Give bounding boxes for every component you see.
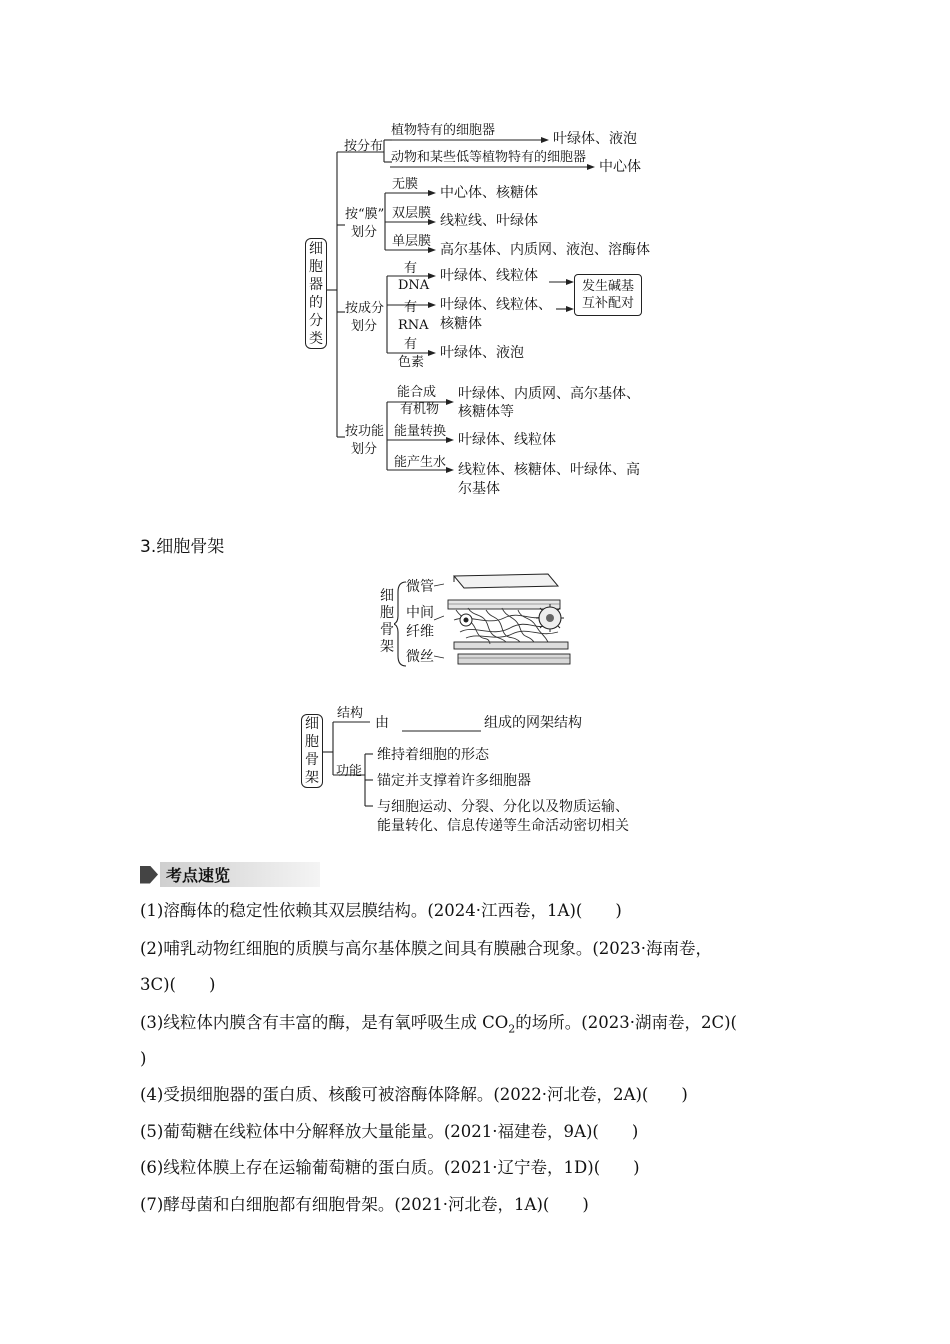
- cytoskeleton-root-box: [301, 714, 323, 788]
- function-item-3: 与细胞运动、分裂、分化以及物质运输、: [377, 799, 629, 815]
- energy-result: 叶绿体、线粒体: [458, 432, 556, 448]
- root-char: 胞: [309, 258, 323, 275]
- figure-side-char: 细: [380, 588, 394, 604]
- root-char: 骨: [305, 752, 319, 768]
- figure-side-char: 胞: [380, 605, 394, 621]
- question-item: (7)酵母菌和白细胞都有细胞骨架。(2021·河北卷，1A)( ): [140, 1195, 589, 1214]
- membrane-label-2: 划分: [351, 225, 378, 240]
- figure-side-char: 架: [380, 639, 394, 655]
- microfilament-label: 微丝: [406, 649, 434, 665]
- plant-only-label: 植物特有的细胞器: [391, 123, 496, 138]
- composition-label-2: 划分: [351, 319, 378, 334]
- root-char: 分: [309, 312, 323, 329]
- root-char: 的: [309, 294, 323, 311]
- double-membrane-result: 线粒线、叶绿体: [440, 213, 538, 229]
- function-label: 按功能: [345, 424, 385, 439]
- question-item-continued: ): [140, 1049, 147, 1068]
- water-label: 能产生水: [394, 455, 447, 470]
- root-char: 细: [309, 240, 323, 257]
- function-item-2: 锚定并支撑着许多细胞器: [377, 773, 531, 789]
- question3-subscript: 2: [508, 1022, 516, 1036]
- root-char: 细: [305, 716, 319, 732]
- intermediate-filament-label-2: 纤维: [406, 624, 434, 640]
- dna-label-bottom: DNA: [398, 278, 430, 293]
- animal-lower-result: 中心体: [599, 159, 641, 175]
- cytoskeleton-section-title: 3.细胞骨架: [140, 537, 225, 557]
- energy-label: 能量转换: [394, 424, 447, 439]
- root-char: 类: [309, 330, 323, 347]
- structure-blank: [402, 716, 481, 731]
- no-membrane-label: 无膜: [392, 177, 419, 192]
- root-char: 胞: [305, 734, 319, 750]
- question-item: (1)溶酶体的稳定性依赖其双层膜结构。(2024·江西卷，1A)( ): [140, 901, 622, 920]
- pigment-result: 叶绿体、液泡: [440, 345, 524, 361]
- microtubule-label: 微管: [406, 579, 434, 595]
- question-item: (6)线粒体膜上存在运输葡萄糖的蛋白质。(2021·辽宁卷，1D)( ): [140, 1158, 640, 1177]
- pigment-label-top: 有: [404, 337, 418, 352]
- single-membrane-label: 单层膜: [392, 234, 432, 249]
- root-char: 器: [309, 276, 323, 293]
- question-item: (2)哺乳动物红细胞的质膜与高尔基体膜之间具有膜融合现象。(2023·海南卷，: [140, 939, 713, 958]
- organic-result: 叶绿体、内质网、高尔基体、: [458, 386, 640, 402]
- membrane-label: 按“膜”: [345, 207, 385, 222]
- base-pairing-line1: 发生碱基: [581, 279, 634, 294]
- rna-label-bottom: RNA: [398, 318, 429, 333]
- section-header-title: 考点速览: [160, 862, 320, 887]
- distribution-label: 按分布: [344, 139, 384, 154]
- organic-label-top: 能合成: [397, 385, 437, 400]
- composition-label: 按成分: [345, 301, 385, 316]
- pigment-label-bottom: 色素: [398, 355, 425, 370]
- plant-only-result: 叶绿体、液泡: [553, 131, 637, 147]
- rna-label-top: 有: [404, 300, 418, 315]
- organic-label-bottom: 有机物: [400, 402, 440, 417]
- section-marker-icon: [140, 866, 158, 884]
- question3-text: (3)线粒体内膜含有丰富的酶，是有氧呼吸生成 CO: [140, 1013, 509, 1032]
- structure-suffix: 组成的网架结构: [484, 715, 582, 731]
- structure-label: 结构: [337, 706, 364, 721]
- structure-prefix: 由: [375, 715, 389, 731]
- function-label-2: 划分: [351, 442, 378, 457]
- water-result-2: 尔基体: [458, 481, 500, 497]
- function-item-1: 维持着细胞的形态: [377, 747, 489, 763]
- question3-text-end: 的场所。(2023·湖南卷，2C)(: [515, 1013, 737, 1032]
- function-item-3-line2: 能量转化、信息传递等生命活动密切相关: [377, 818, 629, 834]
- organic-result-2: 核糖体等: [458, 404, 514, 420]
- dna-result: 叶绿体、线粒体: [440, 268, 538, 284]
- review-section-header: [140, 862, 320, 887]
- dna-label-top: 有: [404, 261, 418, 276]
- animal-lower-label: 动物和某些低等植物特有的细胞器: [391, 150, 587, 165]
- question-item: [140, 1013, 737, 1039]
- double-membrane-label: 双层膜: [392, 206, 432, 221]
- rna-result-2: 核糖体: [440, 316, 482, 332]
- no-membrane-result: 中心体、核糖体: [440, 185, 538, 201]
- base-pairing-line2: 互补配对: [581, 296, 634, 311]
- root-char: 架: [305, 770, 319, 786]
- question-item: (4)受损细胞器的蛋白质、核酸可被溶酶体降解。(2022·河北卷，2A)( ): [140, 1085, 688, 1104]
- water-result: 线粒体、核糖体、叶绿体、高: [458, 462, 640, 478]
- question-item: (5)葡萄糖在线粒体中分解释放大量能量。(2021·福建卷，9A)( ): [140, 1122, 639, 1141]
- question-item-continued: 3C)( ): [140, 975, 216, 994]
- function-label: 功能: [336, 764, 363, 779]
- intermediate-filament-label: 中间: [406, 605, 434, 621]
- figure-side-char: 骨: [380, 622, 394, 638]
- rna-result: 叶绿体、线粒体、: [440, 297, 552, 313]
- single-membrane-result: 高尔基体、内质网、液泡、溶酶体: [440, 242, 650, 258]
